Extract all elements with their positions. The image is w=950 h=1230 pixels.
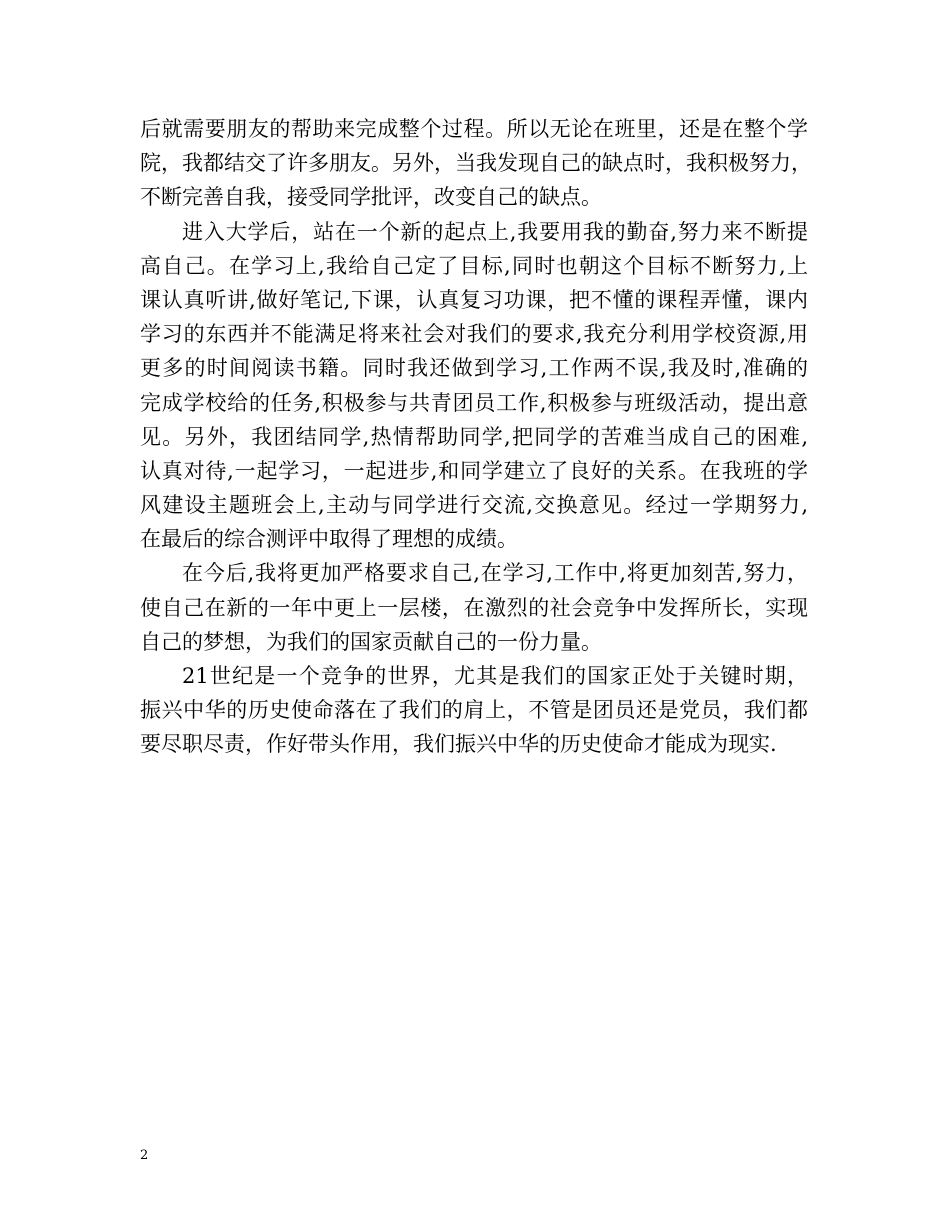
paragraph-line: 不断完善自我，接受同学批评，改变自己的缺点。 — [140, 185, 602, 210]
paragraph-line: 更多的时间阅读书籍。同时我还做到学习,工作两不误,我及时,准确的 — [140, 356, 808, 381]
paragraph-line: 要尽职尽责，作好带头作用，我们振兴中华的历史使命才能成为现实. — [140, 732, 777, 757]
paragraph-first-line: 在今后,我将更加严格要求自己,在学习,工作中,将更加刻苦,努力， — [182, 561, 808, 586]
paragraph-line: 院，我都结交了许多朋友。另外，当我发现自己的缺点时，我积极努力， — [140, 151, 812, 176]
paragraph-line: 见。另外，我团结同学,热情帮助同学,把同学的苦难当成自己的困难, — [140, 424, 808, 449]
paragraph-line: 认真对待,一起学习，一起进步,和同学建立了良好的关系。在我班的学 — [140, 458, 808, 483]
paragraph-first-line: 进入大学后，站在一个新的起点上,我要用我的勤奋,努力来不断提 — [182, 219, 808, 244]
paragraph-line: 高自己。在学习上,我给自己定了目标,同时也朝这个目标不断努力,上 — [140, 253, 808, 278]
page-number: 2 — [140, 1148, 149, 1163]
paragraph-line: 完成学校给的任务,积极参与共青团员工作,积极参与班级活动，提出意 — [140, 390, 808, 415]
paragraph-first-line: 21世纪是一个竞争的世界，尤其是我们的国家正处于关键时期， — [182, 664, 808, 688]
paragraph-line: 后就需要朋友的帮助来完成整个过程。所以无论在班里，还是在整个学 — [140, 117, 808, 141]
document-body — [140, 112, 812, 762]
paragraph-line: 在最后的综合测评中取得了理想的成绩。 — [140, 527, 518, 552]
paragraph-line: 课认真听讲,做好笔记,下课，认真复习功课，把不懂的课程弄懂，课内 — [140, 287, 808, 312]
paragraph-line: 学习的东西并不能满足将来社会对我们的要求,我充分利用学校资源,用 — [140, 322, 808, 347]
paragraph-line: 使自己在新的一年中更上一层楼，在激烈的社会竞争中发挥所长，实现 — [140, 595, 808, 620]
paragraph-line: 振兴中华的历史使命落在了我们的肩上，不管是团员还是党员，我们都 — [140, 698, 808, 723]
paragraph-line: 自己的梦想，为我们的国家贡献自己的一份力量。 — [140, 629, 602, 654]
paragraph-line: 风建设主题班会上,主动与同学进行交流,交换意见。经过一学期努力, — [140, 493, 808, 518]
